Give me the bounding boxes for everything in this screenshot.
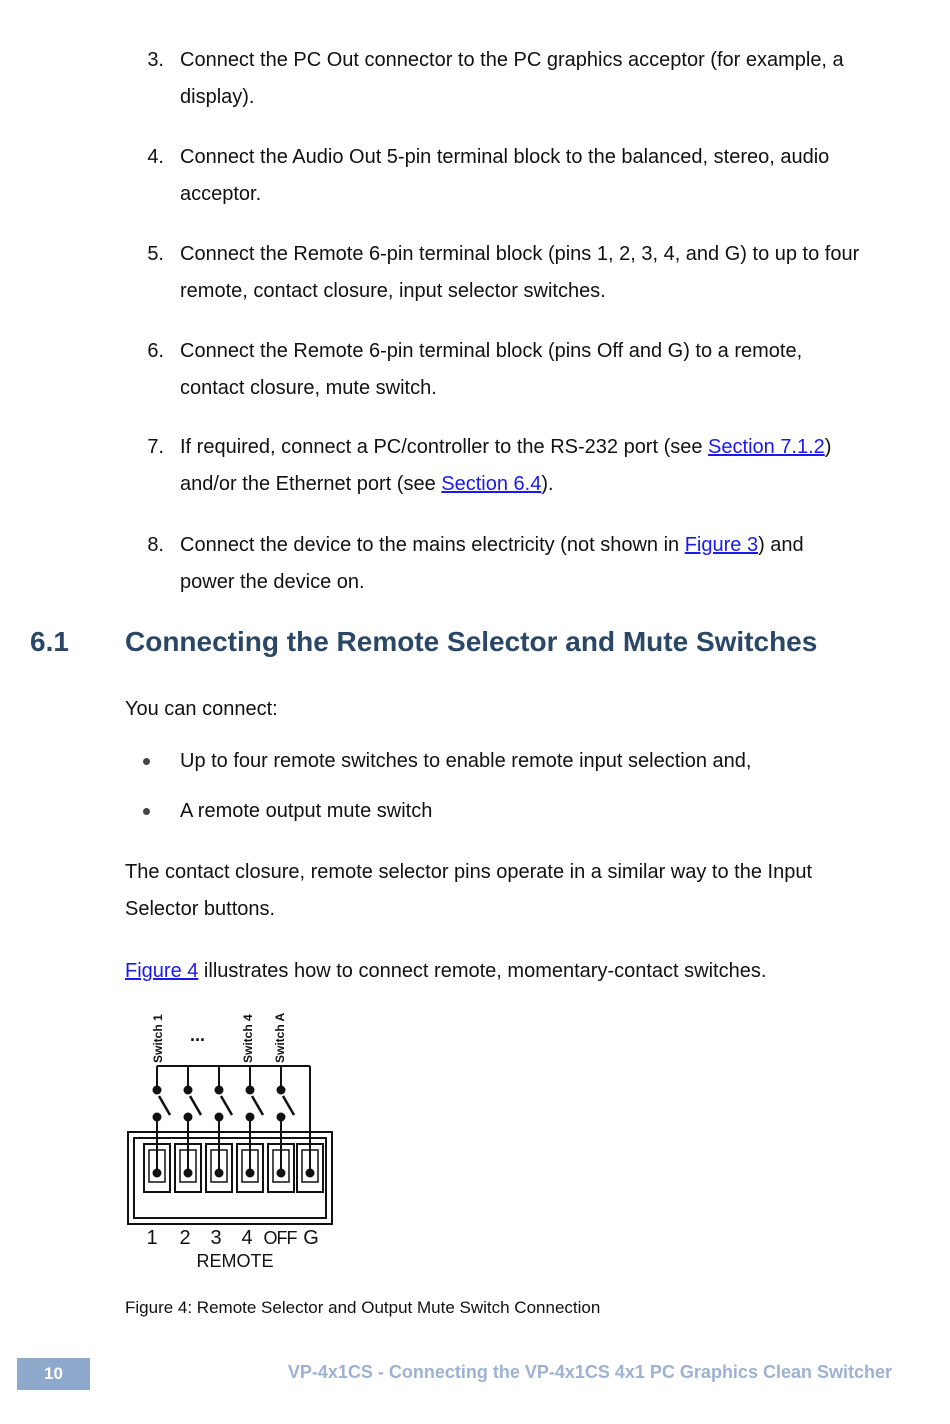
step-text: ). [541,473,554,495]
pin-dot [215,1169,224,1178]
ellipsis-label: ... [190,1025,206,1045]
switch-4 [246,1066,264,1173]
paragraph-line: Selector buttons. [125,898,276,920]
pin-dot [306,1169,315,1178]
step-text: Connect the Remote 6-pin terminal block (pins 1, 2, 3, 4, and G) to up to four [180,243,860,265]
switch-contact [184,1086,193,1095]
link-section-6-4[interactable]: Section 6.4 [441,473,542,495]
bullet-text: Up to four remote switches to enable remote input selection and, [180,750,752,772]
switch-contact [215,1086,224,1095]
step-number: 4. [147,146,164,168]
switch-2 [184,1066,202,1173]
step-number: 6. [147,340,164,362]
bullet-icon [143,758,150,765]
figure-caption: Figure 4: Remote Selector and Output Mute Switch Connection [125,1298,601,1317]
pin-label-1: 1 [146,1227,158,1249]
step-text: If required, connect a PC/controller to the RS-232 port (see [180,436,709,458]
switch-lever [190,1096,201,1115]
pin-dot [246,1169,255,1178]
step-text: Connect the Audio Out 5-pin terminal block to the balanced, stereo, audio [180,146,830,168]
switch-lever [252,1096,263,1115]
switch-a-label: Switch A [273,1012,287,1063]
step-number: 5. [147,243,164,265]
switch-1 [153,1066,171,1173]
switch-3 [215,1066,233,1173]
step-text: Connect the PC Out connector to the PC graphics acceptor (for example, a [180,49,844,71]
switch-contact [246,1086,255,1095]
step-text: power the device on. [180,571,365,593]
switch-contact [153,1086,162,1095]
step-text: Connect the Remote 6-pin terminal block (pins Off and G) to a remote, [180,340,803,362]
section-number: 6.1 [30,626,69,657]
pin-label-off: OFF [263,1228,297,1248]
figure-reference [125,953,885,990]
step-text: display). [180,86,255,108]
switch-lever [159,1096,170,1115]
step-number: 8. [147,534,164,556]
switch-5 [277,1066,295,1173]
body-paragraph [125,854,885,928]
link-figure-4[interactable]: Figure 4 [125,960,199,982]
step-text: Connect the device to the mains electricity (not shown in [180,534,685,556]
page-number: 10 [17,1358,90,1390]
step-text: ) [824,436,832,458]
figure-reference-text: illustrates how to connect remote, momentary-contact switches. [198,960,767,982]
intro-text: You can connect: [125,698,278,720]
bullet-icon [143,808,150,815]
remote-block-label: REMOTE [196,1251,274,1271]
footer-title: VP-4x1CS - Connecting the VP-4x1CS 4x1 PC Graphics Clean Switcher [287,1362,892,1382]
step-text: acceptor. [180,183,262,205]
pin-label-3: 3 [210,1227,222,1249]
step-text: ) and [758,534,804,556]
bullet-text: A remote output mute switch [180,800,433,822]
remote-switch-diagram [120,995,340,1275]
section-title: Connecting the Remote Selector and Mute Switches [125,626,818,657]
pin-label-g: G [303,1227,319,1249]
step-text: remote, contact closure, input selector switches. [180,280,606,302]
step-number: 3. [147,49,164,71]
paragraph-line: The contact closure, remote selector pins operate in a similar way to the Input [125,861,813,883]
step-text: contact closure, mute switch. [180,377,437,399]
terminal-pins [144,1144,323,1192]
switch-1-label: Switch 1 [151,1014,165,1063]
pin-dot [184,1169,193,1178]
switch-lever [221,1096,232,1115]
switch-4-label: Switch 4 [241,1014,255,1063]
step-text: and/or the Ethernet port (see [180,473,442,495]
link-figure-3[interactable]: Figure 3 [684,534,759,556]
pin-label-2: 2 [179,1227,191,1249]
pin-dot [153,1169,162,1178]
step-number: 7. [147,436,164,458]
pin-label-4: 4 [241,1227,253,1249]
link-section-7-1-2[interactable]: Section 7.1.2 [708,436,825,458]
switch-lever [283,1096,294,1115]
switch-contact [277,1086,286,1095]
pin-dot [277,1169,286,1178]
